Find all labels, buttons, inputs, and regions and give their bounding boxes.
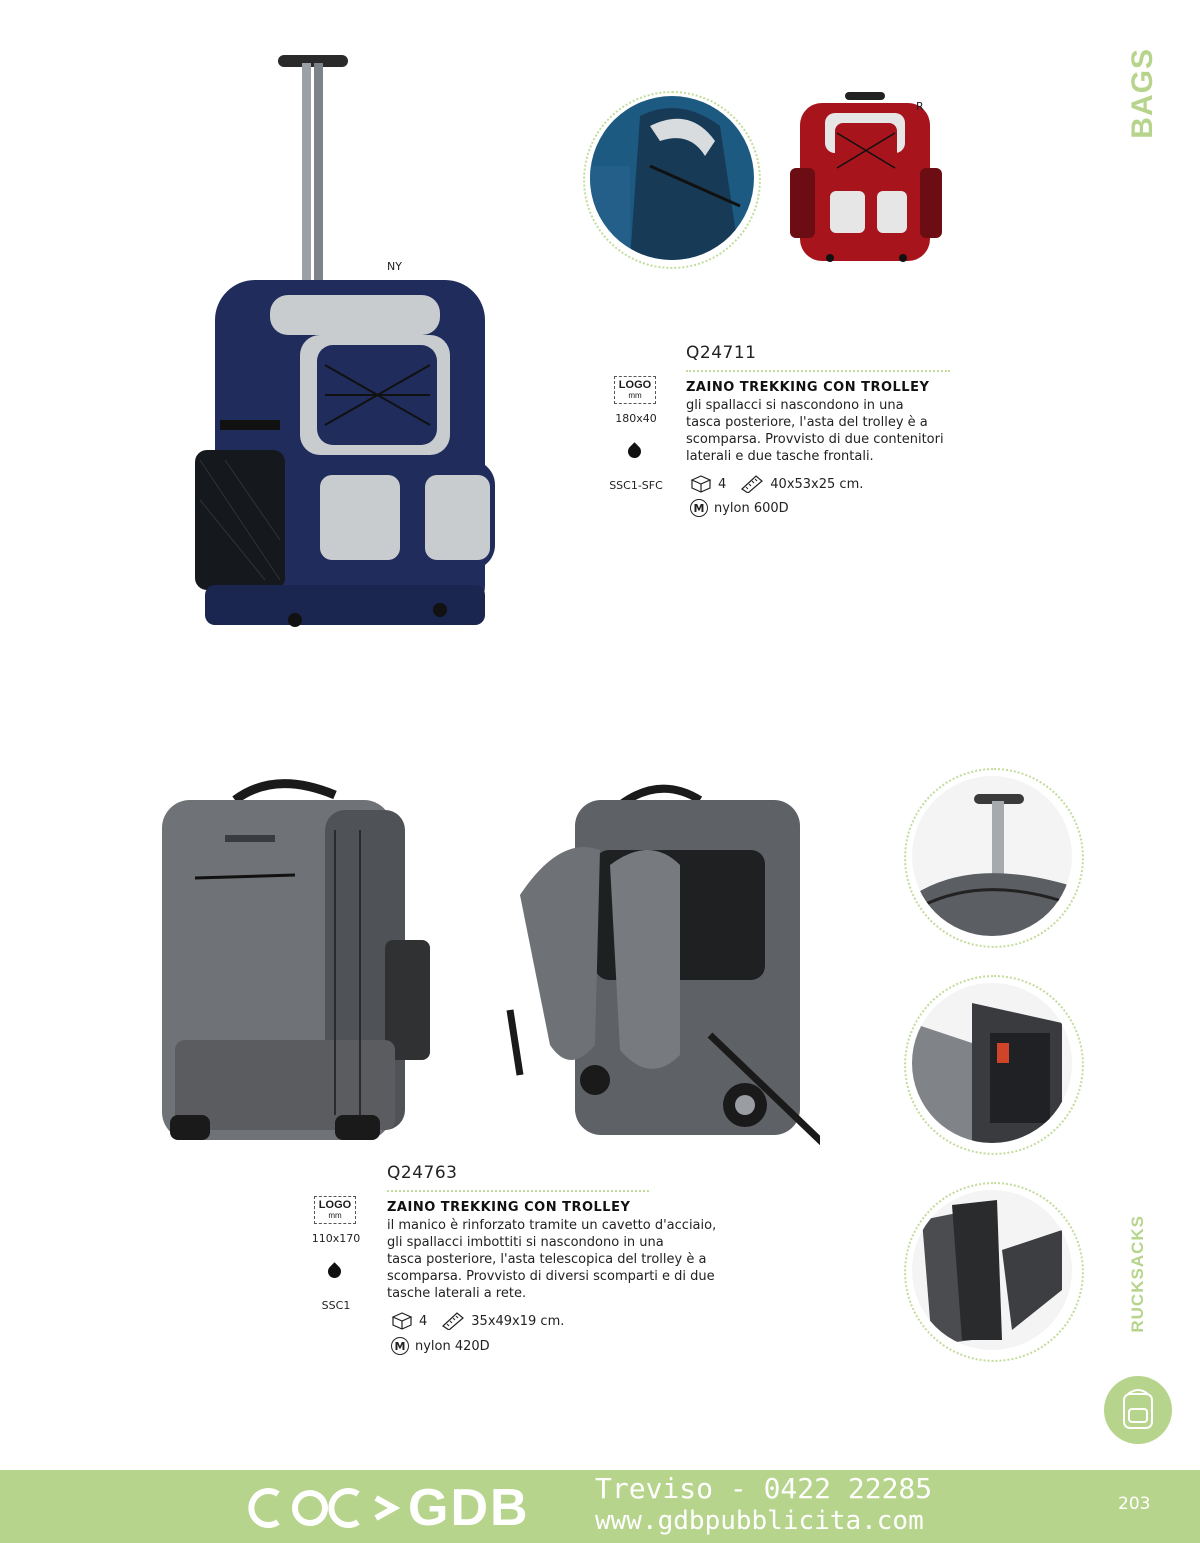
detail-image-compartment — [912, 983, 1072, 1143]
material-value: nylon 600D — [714, 500, 789, 516]
backpack-icon — [1104, 1376, 1172, 1444]
box-icon — [391, 1312, 413, 1330]
logo-label: LOGO — [618, 379, 652, 391]
spec-qty-dimensions — [391, 1312, 564, 1330]
description-line: tasca posteriore, l'asta telescopica del trolley è a — [387, 1252, 707, 1267]
product-code: Q24763 — [387, 1163, 458, 1183]
logo-unit: mm — [628, 391, 642, 400]
logo-label: LOGO — [318, 1199, 352, 1211]
variant-tag-r: R — [916, 100, 924, 113]
variant-tag-ny: NY — [387, 260, 402, 273]
logo-area-icon — [314, 1196, 356, 1224]
logo-unit: mm — [328, 1211, 342, 1220]
spec-material — [391, 1337, 490, 1355]
product-image-grey-backpack-front — [150, 770, 445, 1145]
product-title: ZAINO TREKKING CON TROLLEY — [686, 380, 930, 395]
divider — [686, 370, 950, 372]
ruler-icon — [740, 475, 764, 493]
detail-image-open-pockets — [912, 1190, 1072, 1350]
description-line: gli spallacci si nascondono in una — [686, 398, 904, 413]
description-line: gli spallacci imbottiti si nascondono in una — [387, 1235, 664, 1250]
description-line: scomparsa. Provvisto di due contenitori — [686, 432, 944, 447]
product-title: ZAINO TREKKING CON TROLLEY — [387, 1200, 631, 1215]
logo-area-icon — [614, 376, 656, 404]
description-line: scomparsa. Provvisto di diversi scomparti e di due — [387, 1269, 715, 1284]
footer-brand: GDB — [408, 1479, 530, 1537]
qty-value: 4 — [718, 476, 727, 492]
divider — [387, 1190, 649, 1192]
detail-image-navy-pocket — [590, 96, 754, 260]
print-code: SSC1-SFC — [609, 479, 663, 492]
product-image-red-trolley-backpack — [785, 88, 945, 266]
print-code: SSC1 — [321, 1299, 351, 1312]
rucksack-category-badge — [1104, 1376, 1172, 1444]
description-line: tasca posteriore, l'asta del trolley è a — [686, 415, 928, 430]
product-description — [686, 397, 966, 465]
footer-bar — [0, 1470, 1200, 1543]
category-label-bags: BAGS — [1126, 48, 1159, 139]
spec-material — [690, 499, 789, 517]
logo-size: 180x40 — [615, 412, 657, 425]
description-line: tasche laterali a rete. — [387, 1286, 527, 1301]
dimensions-value: 35x49x19 cm. — [471, 1313, 565, 1329]
detail-image-handle — [912, 776, 1072, 936]
footer-website[interactable]: www.gdbpubblicita.com — [595, 1506, 924, 1536]
box-icon — [690, 475, 712, 493]
ruler-icon — [441, 1312, 465, 1330]
material-value: nylon 420D — [415, 1338, 490, 1354]
print-technique-drop-icon — [625, 442, 643, 460]
product-image-grey-backpack-back — [500, 775, 820, 1155]
print-technique-drop-icon — [325, 1262, 343, 1280]
product-image-navy-trolley-backpack — [185, 45, 505, 635]
logo-size: 110x170 — [311, 1232, 361, 1245]
dimensions-value: 40x53x25 cm. — [770, 476, 864, 492]
gdb-logo-mark-icon — [248, 1484, 403, 1532]
product-description — [387, 1217, 747, 1302]
page-number: 203 — [1118, 1494, 1151, 1514]
material-icon: M — [391, 1337, 409, 1355]
category-label-rucksacks: RUCKSACKS — [1128, 1215, 1147, 1333]
description-line: il manico è rinforzato tramite un cavetto d'acciaio, — [387, 1218, 717, 1233]
product-code: Q24711 — [686, 343, 757, 363]
spec-qty-dimensions — [690, 475, 863, 493]
description-line: laterali e due tasche frontali. — [686, 449, 874, 464]
material-icon: M — [690, 499, 708, 517]
qty-value: 4 — [419, 1313, 428, 1329]
footer-phone: Treviso - 0422 22285 — [595, 1472, 933, 1505]
